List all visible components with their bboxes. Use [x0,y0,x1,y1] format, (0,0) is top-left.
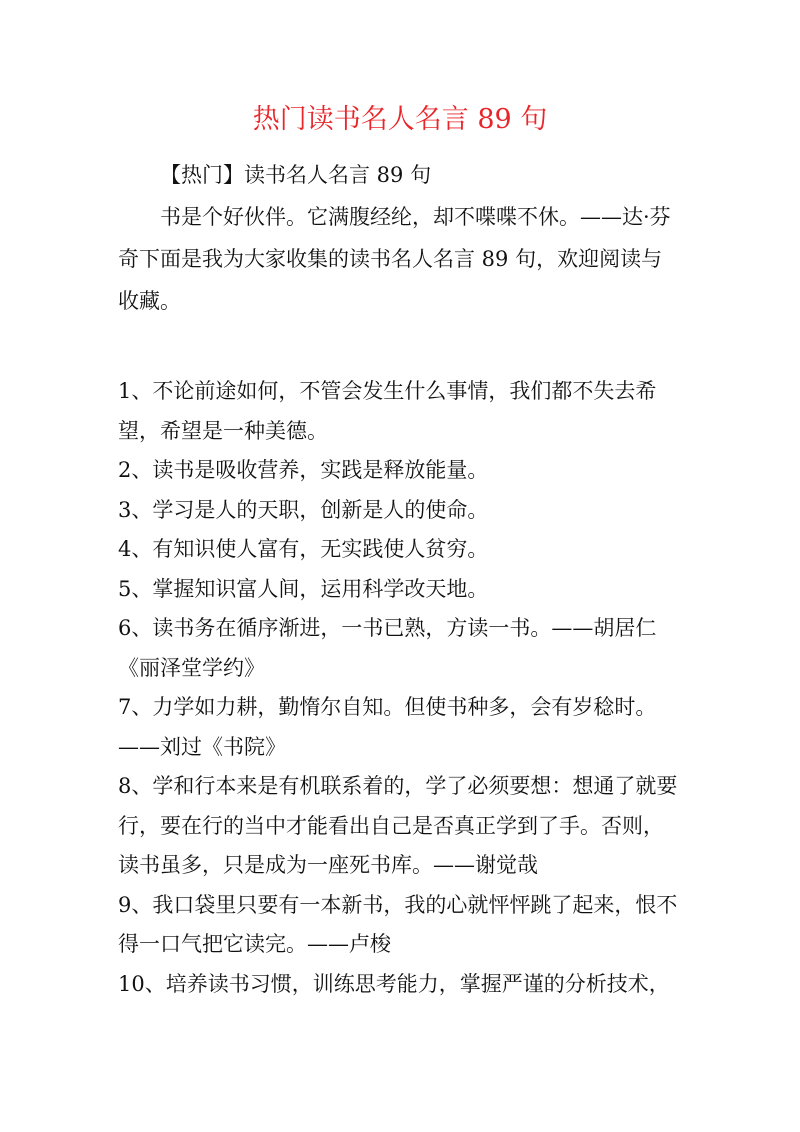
quote-item: 1、不论前途如何，不管会发生什么事情，我们都不失去希望，希望是一种美德。 [118,379,657,443]
document-subtitle: 【热门】读书名人名言 89 句 [160,163,432,187]
quote-item: 9、我口袋里只要有一本新书，我的心就怦怦跳了起来，恨不得一口气把它读完。——卢梭 [118,892,678,956]
quote-item: 4、有知识使人富有，无实践使人贫穷。 [118,537,489,561]
document-title: 热门读书名人名言 89 句 [252,104,548,135]
quote-list [118,372,682,1004]
quote-item: 6、读书务在循序渐进，一书已熟，方读一书。——胡居仁《丽泽堂学约》 [118,616,657,680]
quote-item: 8、学和行本来是有机联系着的，学了必须要想：想通了就要行，要在行的当中才能看出自己是否真正学到了手。否则，读书虽多，只是成为一座死书库。——谢觉哉 [118,774,678,877]
paragraph-spacer [118,322,682,372]
quote-item: 10、培养读书习惯，训练思考能力，掌握严谨的分析技术， [118,971,670,996]
quote-item: 2、读书是吸收营养，实践是释放能量。 [118,458,489,482]
quote-item: 3、学习是人的天职，创新是人的使命。 [118,497,489,522]
intro-paragraph: 书是个好伙伴。它满腹经纶，却不喋喋不休。——达·芬奇下面是我为大家收集的读书名人名言 89 句，欢迎阅读与收藏。 [118,205,671,313]
quote-item: 5、掌握知识富人间，运用科学改天地。 [118,576,489,601]
quote-item: 7、力学如力耕，勤惰尔自知。但使书种多，会有岁稔时。——刘过《书院》 [118,695,657,759]
